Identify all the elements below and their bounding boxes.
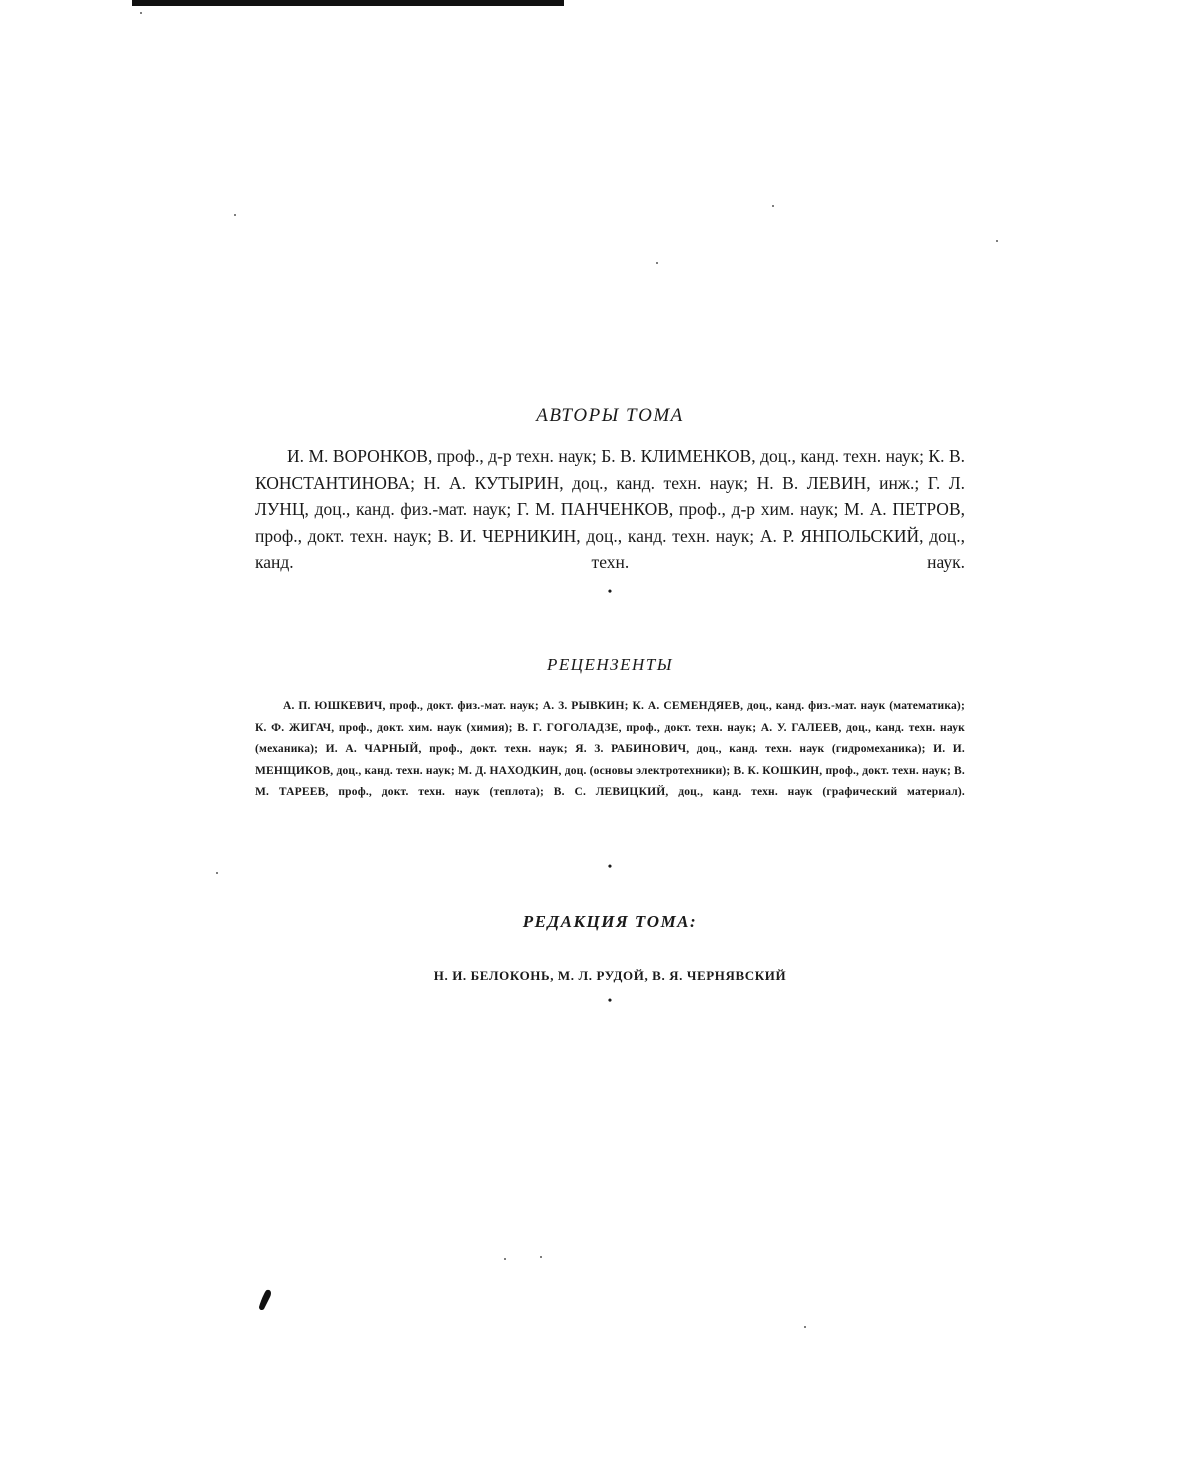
scan-speck [996,240,998,242]
scan-speck [540,1256,542,1258]
section-separator-1: • [607,584,613,598]
authors-list: И. М. ВОРОНКОВ, проф., д-р техн. наук; Б. В. КЛИМЕНКОВ, доц., канд. техн. наук; К. В. КОНСТАНТИНОВА; Н. А. КУТЫРИН, доц., канд. техн. наук; Н. В. ЛЕВИН, инж.; Г. Л. ЛУНЦ, доц., канд. физ.-мат. наук; Г. М. ПАНЧЕНКОВ, проф., д-р хим. наук; М. А. ПЕТРОВ, проф., докт. техн. наук; В. И. ЧЕРНИКИН, доц., канд. техн. наук; А. Р. ЯНПОЛЬСКИЙ, доц., канд. техн. наук. [255,446,965,572]
scan-speck [216,872,218,874]
scan-speck [804,1326,806,1328]
scan-edge-rule [132,0,564,6]
scan-speck [504,1258,506,1260]
authors-heading: АВТОРЫ ТОМА [536,405,684,426]
scan-speck [234,214,236,216]
scan-speck [656,262,658,264]
reviewers-heading: РЕЦЕНЗЕНТЫ [546,655,674,674]
editorial-heading: РЕДАКЦИЯ ТОМА: [522,912,698,931]
reviewers-list: А. П. ЮШКЕВИЧ, проф., докт. физ.-мат. наук; А. З. РЫВКИН; К. А. СЕМЕНДЯЕВ, доц., канд. физ.-мат. наук (математика); К. Ф. ЖИГАЧ, проф., докт. хим. наук (химия); В. Г. ГОГОЛАДЗЕ, проф., докт. техн. наук; А. У. ГАЛЕЕВ, доц., канд. техн. наук (механика); И. А. ЧАРНЫЙ, проф., докт. техн. наук; Я. З. РАБИНОВИЧ, доц., канд. техн. наук (гидромеханика); И. И. МЕНЩИКОВ, доц., канд. техн. наук; М. Д. НАХОДКИН, доц. (основы электротехники); В. К. КОШКИН, проф., докт. техн. наук; В. М. ТАРЕЕВ, проф., докт. техн. наук (теплота); В. С. ЛЕВИЦКИЙ, доц., канд. техн. наук (графический материал). [255,700,965,798]
ink-blot [258,1289,272,1311]
editorial-list: Н. И. БЕЛОКОНЬ, М. Л. РУДОЙ, В. Я. ЧЕРНЯВСКИЙ [433,968,787,983]
scan-speck [140,12,142,14]
section-separator-2: • [607,859,613,873]
section-separator-3: • [607,993,613,1007]
scan-speck [772,205,774,207]
